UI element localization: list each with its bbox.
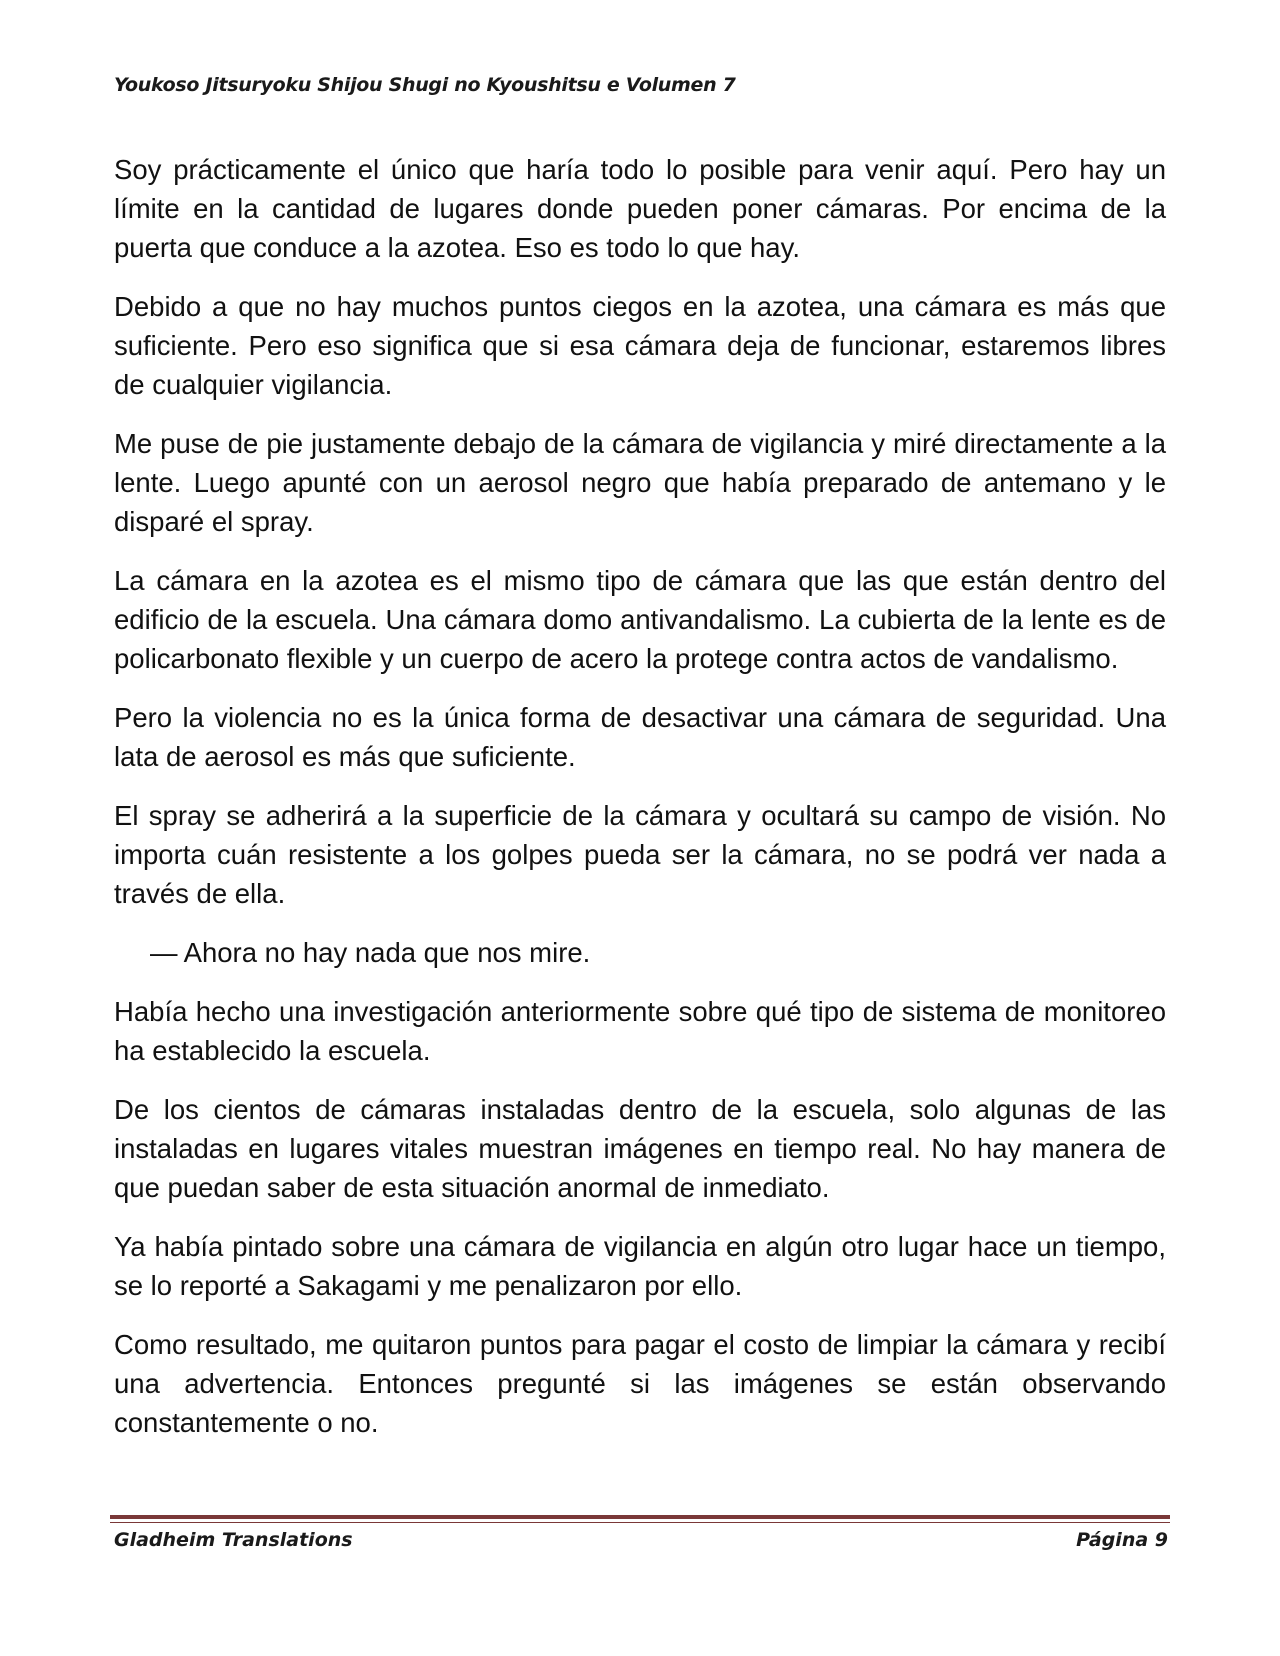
body-text [114,150,1166,1462]
paragraph: Como resultado, me quitaron puntos para pagar el costo de limpiar la cámara y recibí una advertencia. Entonces pregunté si las imágenes se están observando constantemente o no. [114,1329,1166,1438]
paragraph: El spray se adherirá a la superficie de la cámara y ocultará su campo de visión. No importa cuán resistente a los golpes pueda ser la cámara, no se podrá ver nada a través de ella. [114,800,1166,909]
page-number: Página 9 [1076,1529,1168,1551]
paragraph: La cámara en la azotea es el mismo tipo de cámara que las que están dentro del edificio de la escuela. Una cámara domo antivandalismo. La cubierta de la lente es de policarbonato flexible y un cuerpo de acero la protege contra actos de vandalismo. [114,565,1166,674]
footer-divider-thin [110,1522,1170,1523]
paragraph: Me puse de pie justamente debajo de la cámara de vigilancia y miré directamente a la lente. Luego apunté con un aerosol negro que había preparado de antemano y le disparé el spray. [114,428,1166,537]
paragraph: Había hecho una investigación anteriormente sobre qué tipo de sistema de monitoreo ha establecido la escuela. [114,996,1166,1066]
paragraph: De los cientos de cámaras instaladas dentro de la escuela, solo algunas de las instaladas en lugares vitales muestran imágenes en tiempo real. No hay manera de que puedan saber de esta situación anormal de inmediato. [114,1094,1166,1203]
paragraph: Ya había pintado sobre una cámara de vigilancia en algún otro lugar hace un tiempo, se lo reporté a Sakagami y me penalizaron por ello. [114,1231,1166,1301]
footer-credit: Gladheim Translations [114,1529,353,1551]
running-header-title: Youkoso Jitsuryoku Shijou Shugi no Kyoushitsu e Volumen 7 [114,74,736,96]
dialogue-line: — Ahora no hay nada que nos mire. [150,937,591,968]
footer-divider [110,1515,1170,1519]
paragraph: Debido a que no hay muchos puntos ciegos en la azotea, una cámara es más que suficiente. Pero eso significa que si esa cámara deja de funcionar, estaremos libres de cualquier vigilancia. [114,291,1166,400]
paragraph: Soy prácticamente el único que haría todo lo posible para venir aquí. Pero hay un límite en la cantidad de lugares donde pueden poner cámaras. Por encima de la puerta que conduce a la azotea. Eso es todo lo que hay. [114,154,1166,263]
paragraph: Pero la violencia no es la única forma de desactivar una cámara de seguridad. Una lata de aerosol es más que suficiente. [114,702,1166,772]
